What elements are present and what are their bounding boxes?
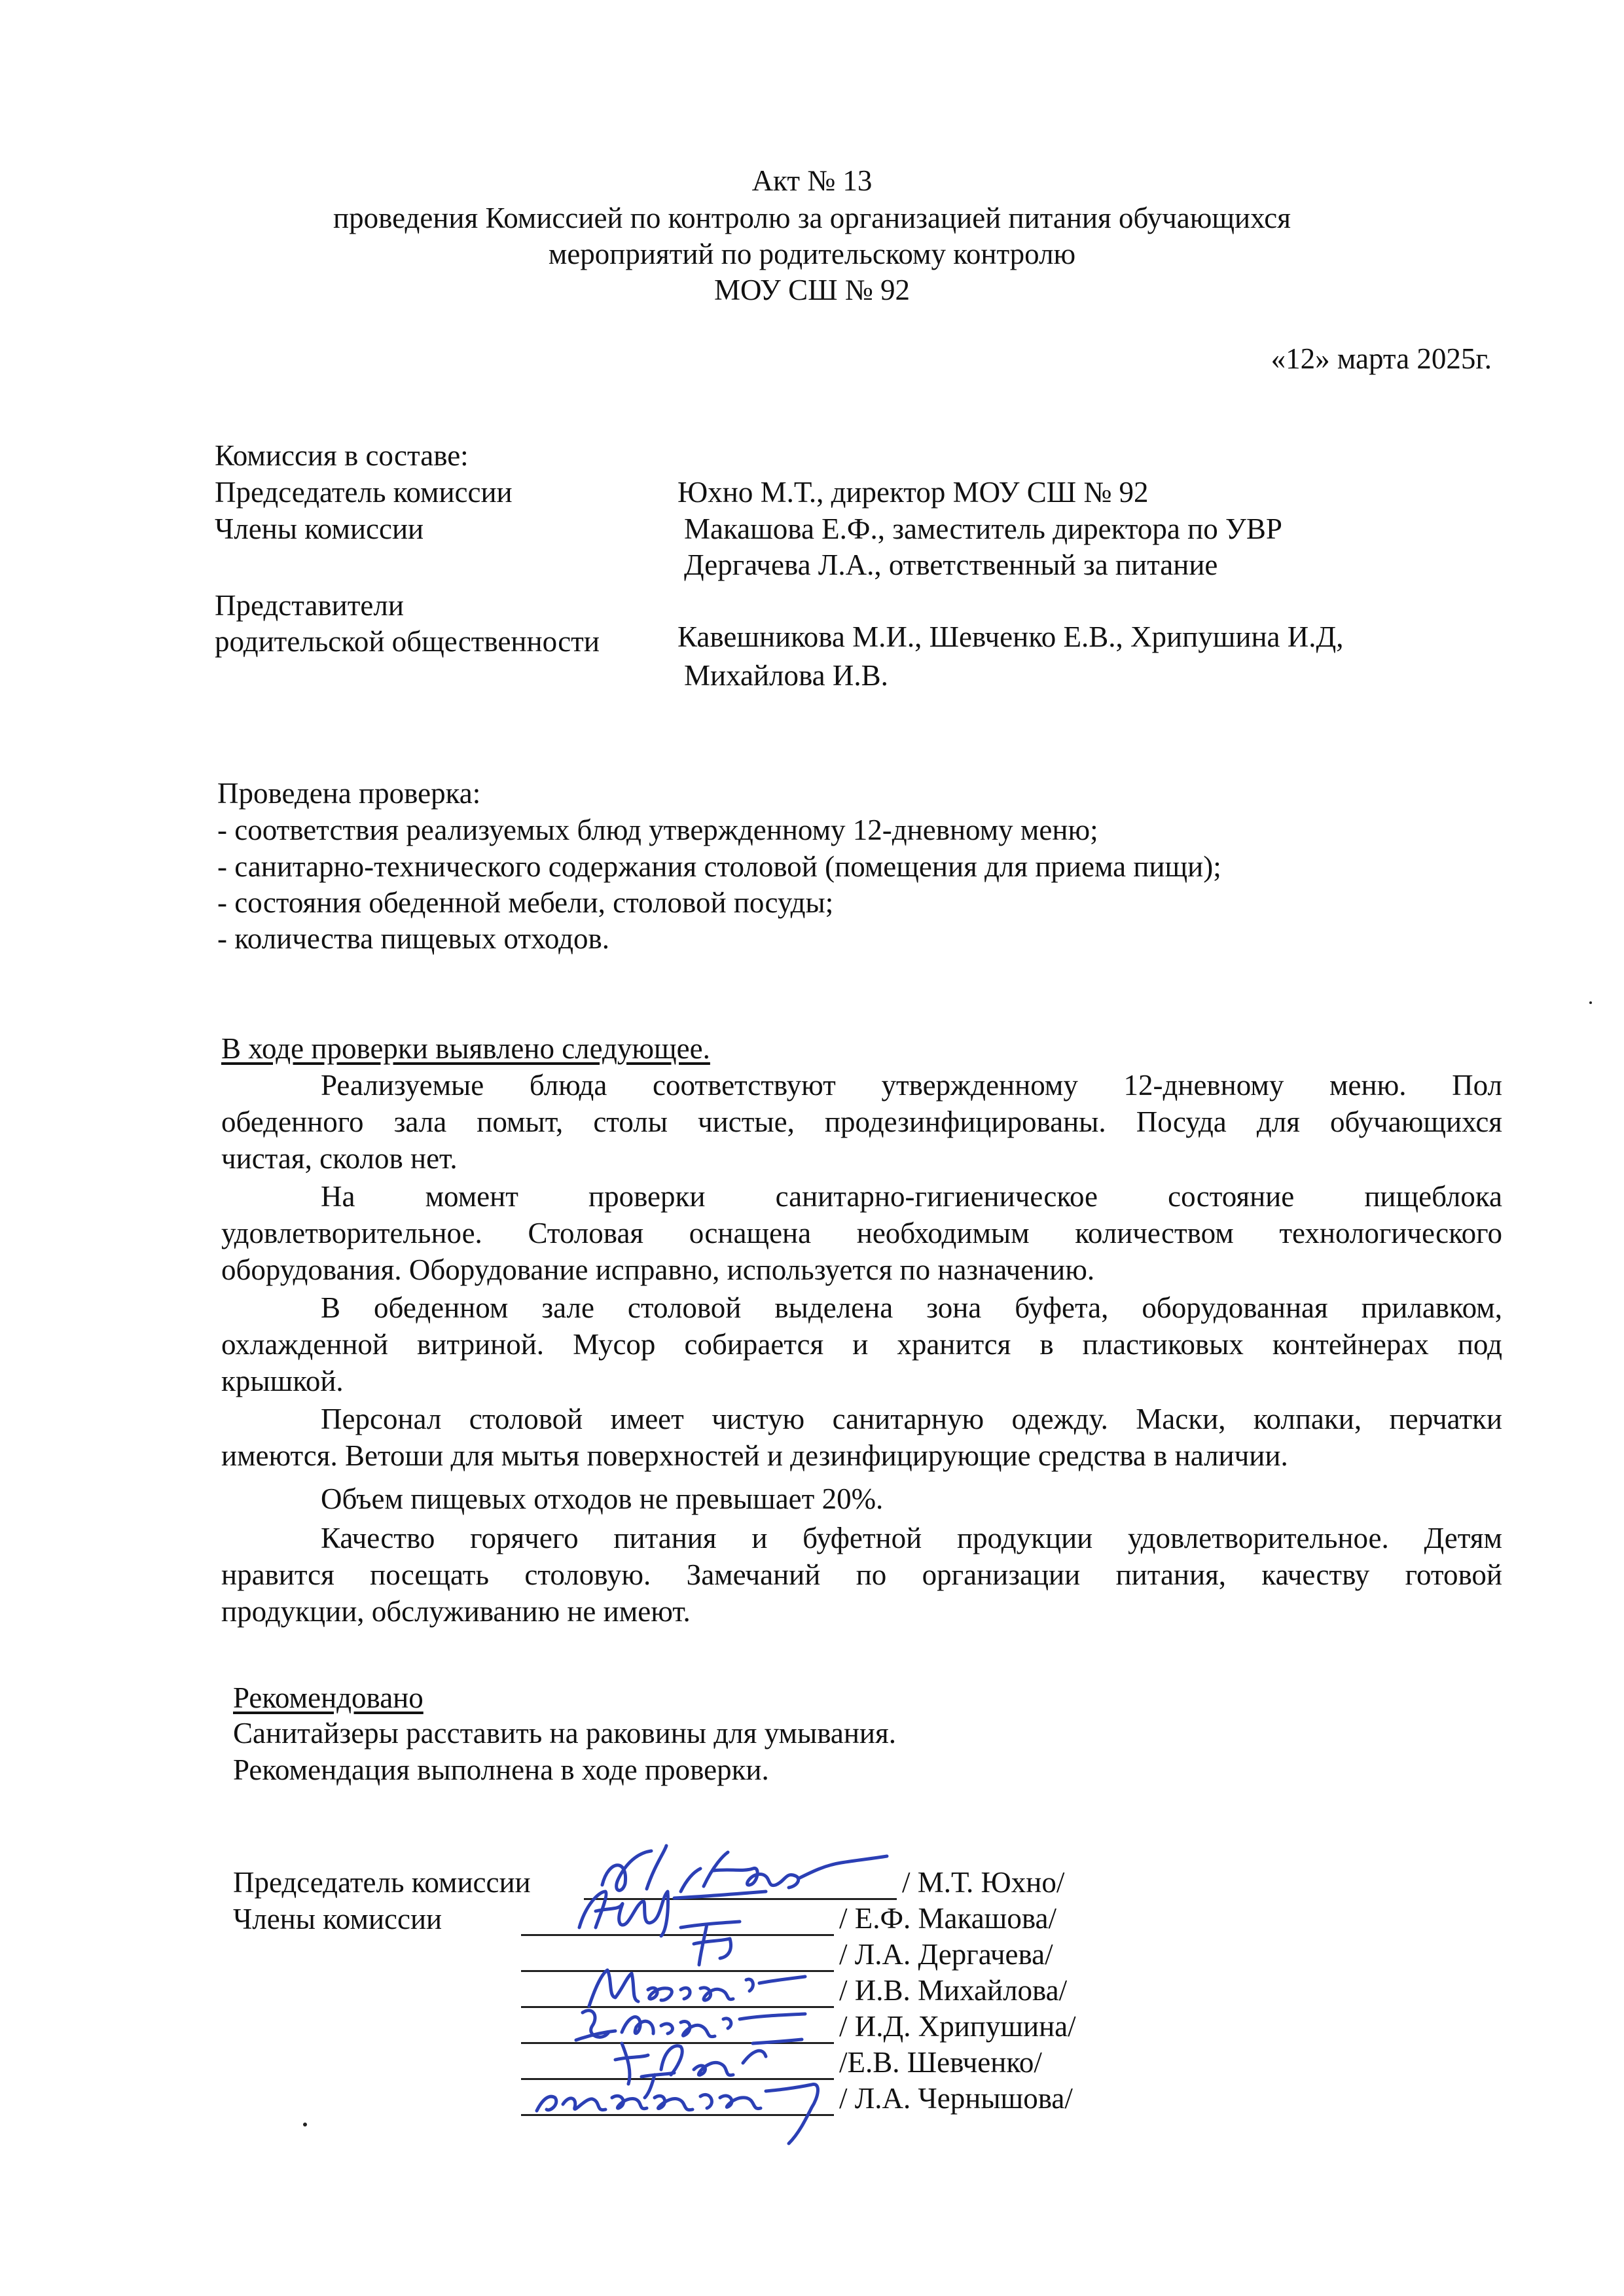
finding-line: Объем пищевых отходов не превышает 20%. <box>321 1482 884 1515</box>
handwritten-signature-member-6 <box>524 2058 838 2150</box>
finding-line: охлажденной витриной. Мусор собирается и хранится в пластиковых контейнерах под <box>221 1328 1502 1361</box>
reps-label-line1: Представители <box>215 589 404 622</box>
chair-label: Председатель комиссии <box>215 476 513 509</box>
reps-line1: Кавешникова М.И., Шевченко Е.В., Хрипушина И.Д, <box>677 620 1344 653</box>
act-subtitle-line1: проведения Комиссией по контролю за организацией питания обучающихся <box>333 202 1291 234</box>
finding-line: крышкой. <box>221 1365 344 1397</box>
signatory-name: / Л.А. Дергачева/ <box>839 1938 1053 1971</box>
member-1: Макашова Е.Ф., заместитель директора по УВР <box>684 512 1282 545</box>
finding-line: нравится посещать столовую. Замечаний по организации питания, качеству готовой <box>221 1558 1502 1591</box>
finding-line: чистая, сколов нет. <box>221 1142 458 1175</box>
finding-line: В обеденном зале столовой выделена зона буфета, оборудованная прилавком, <box>321 1291 1502 1324</box>
recommendation-line1: Санитайзеры расставить на раковины для умывания. <box>233 1717 896 1749</box>
signatures-members-label: Члены комиссии <box>233 1903 442 1935</box>
finding-line: Реализуемые блюда соответствуют утвержденному 12-дневному меню. Пол <box>321 1069 1502 1102</box>
member-2: Дергачева Л.А., ответственный за питание <box>684 548 1218 581</box>
members-label: Члены комиссии <box>215 512 424 545</box>
finding-line: Персонал столовой имеет чистую санитарную одежду. Маски, колпаки, перчатки <box>321 1403 1502 1435</box>
inspection-item: - соответствия реализуемых блюд утвержденному 12-дневному меню; <box>217 814 1098 846</box>
commission-heading: Комиссия в составе: <box>215 439 469 472</box>
chair-value: Юхно М.Т., директор МОУ СШ № 92 <box>677 476 1149 509</box>
signatory-name: / Е.Ф. Макашова/ <box>839 1902 1056 1935</box>
inspection-item: - количества пищевых отходов. <box>217 922 609 955</box>
signatory-name: / И.Д. Хрипушина/ <box>839 2010 1076 2043</box>
finding-line: Качество горячего питания и буфетной продукции удовлетворительное. Детям <box>321 1522 1502 1554</box>
signatory-name: /Е.В. Шевченко/ <box>839 2046 1042 2079</box>
finding-line: На момент проверки санитарно-гигиеническое состояние пищеблока <box>321 1180 1502 1213</box>
signatures-chair-label: Председатель комиссии <box>233 1866 531 1899</box>
finding-line: оборудования. Оборудование исправно, используется по назначению. <box>221 1253 1095 1286</box>
inspection-heading: Проведена проверка: <box>217 777 481 810</box>
finding-line: имеются. Ветоши для мытья поверхностей и дезинфицирующие средства в наличии. <box>221 1439 1288 1472</box>
recommendation-line2: Рекомендация выполнена в ходе проверки. <box>233 1753 769 1786</box>
scan-speck <box>303 2123 307 2126</box>
finding-line: обеденного зала помыт, столы чистые, продезинфицированы. Посуда для обучающихся <box>221 1105 1502 1138</box>
reps-label-line2: родительской общественности <box>215 625 600 658</box>
signatory-name: / И.В. Михайлова/ <box>839 1974 1068 2007</box>
act-title: Акт № 13 <box>751 164 873 197</box>
findings-heading: В ходе проверки выявлено следующее. <box>221 1032 710 1065</box>
recommendations-heading: Рекомендовано <box>233 1681 424 1714</box>
act-subtitle-line2: мероприятий по родительскому контролю <box>548 238 1076 270</box>
signatory-name: / Л.А. Чернышова/ <box>839 2082 1073 2115</box>
inspection-item: - санитарно-технического содержания столовой (помещения для приема пищи); <box>217 850 1221 883</box>
inspection-item: - состояния обеденной мебели, столовой посуды; <box>217 886 834 919</box>
signatory-name: / М.Т. Юхно/ <box>902 1866 1065 1899</box>
act-date: «12» марта 2025г. <box>1271 342 1492 375</box>
scan-speck <box>1589 1001 1592 1004</box>
reps-line2: Михайлова И.В. <box>684 659 888 692</box>
finding-line: удовлетворительное. Столовая оснащена необходимым количеством технологического <box>221 1217 1502 1249</box>
finding-line: продукции, обслуживанию не имеют. <box>221 1595 691 1628</box>
school-name: МОУ СШ № 92 <box>714 274 910 306</box>
